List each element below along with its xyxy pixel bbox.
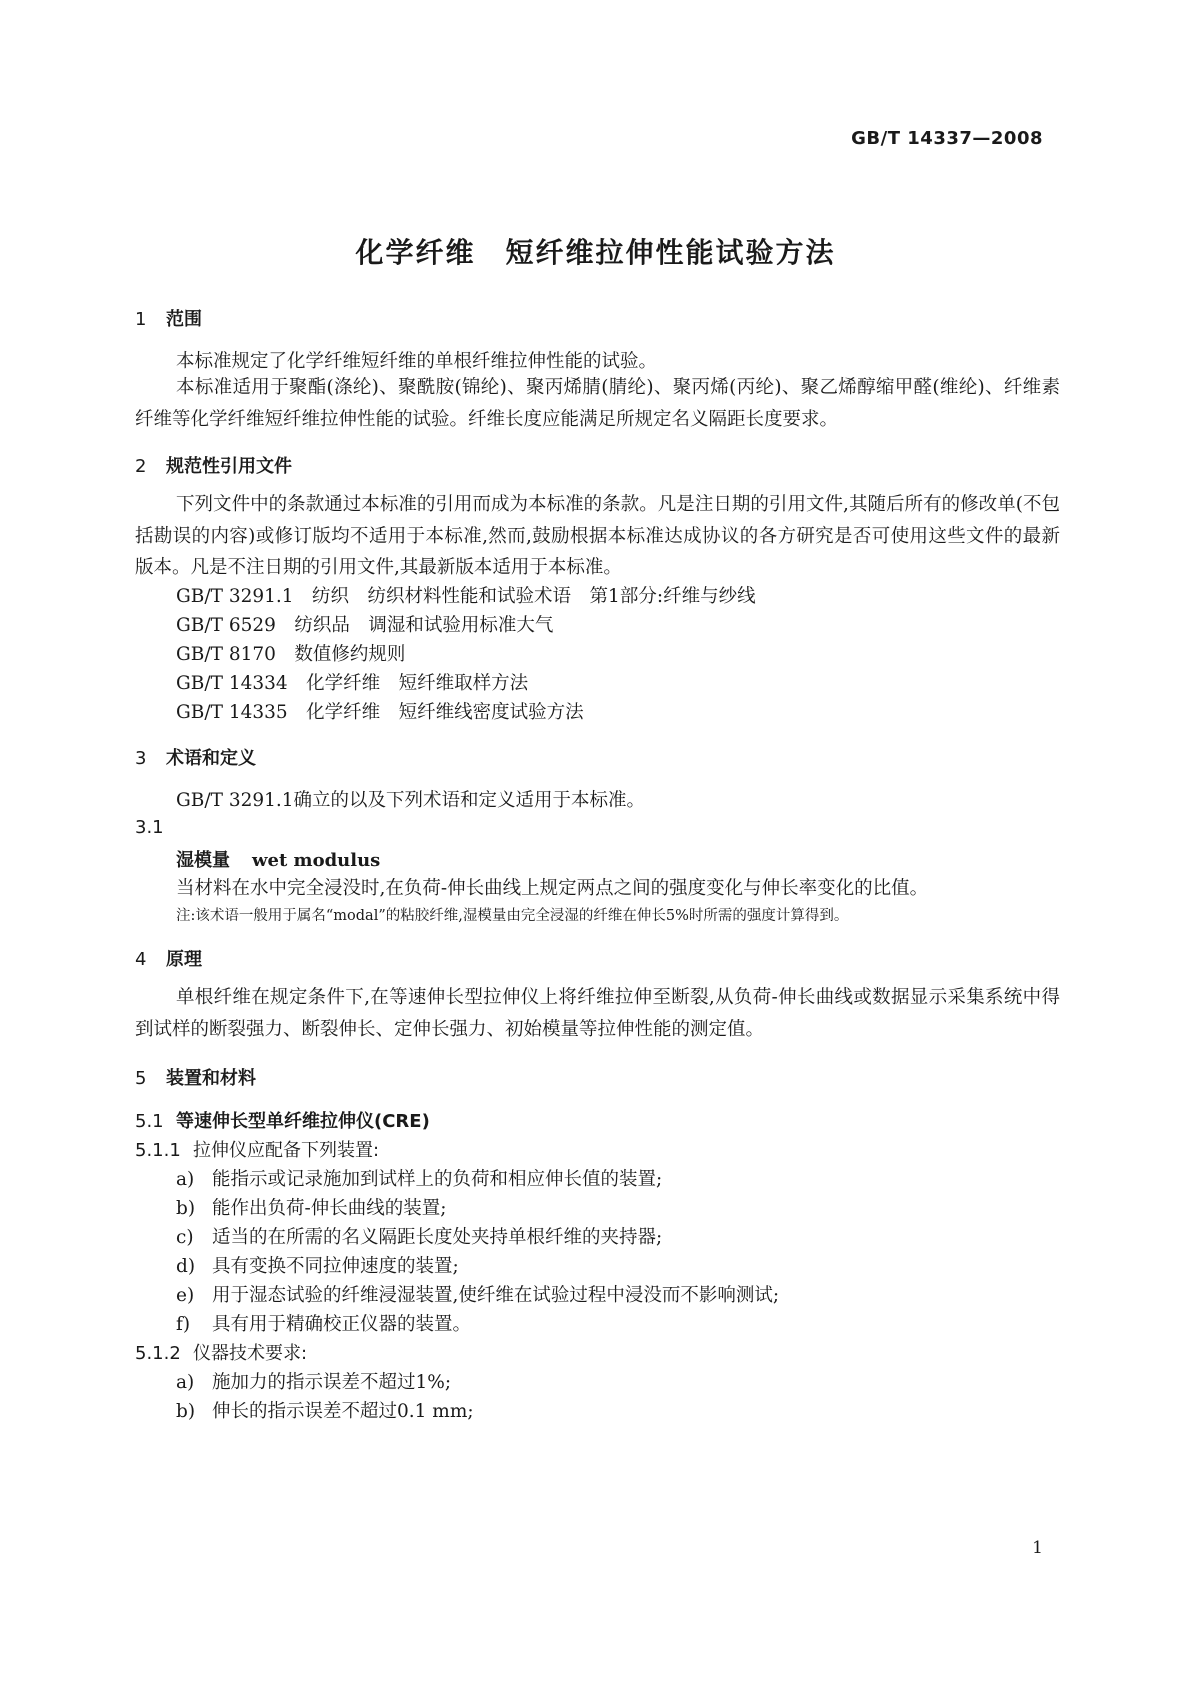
list-item	[176, 1397, 474, 1423]
item-marker: c)	[176, 1227, 194, 1248]
section-3-heading	[135, 744, 256, 770]
list-item	[176, 1165, 662, 1191]
item-marker: b)	[176, 1401, 196, 1422]
item-marker: a)	[176, 1372, 195, 1393]
section-title: 术语和定义	[166, 748, 256, 769]
clause-5-1-2	[135, 1339, 307, 1365]
paragraph: 本标准适用于聚酯(涤纶)、聚酰胺(锦纶)、聚丙烯腈(腈纶)、聚丙烯(丙纶)、聚乙烯醇缩甲醛(维纶)、纤维素纤维等化学纤维短纤维拉伸性能的试验。纤维长度应能满足所规定名义隔距长度要求。	[135, 377, 1060, 430]
section-4-heading	[135, 945, 202, 971]
document-title: 化学纤维 短纤维拉伸性能试验方法	[355, 236, 836, 269]
section-number: 1	[135, 309, 147, 330]
list-item	[176, 1368, 451, 1394]
section-2-heading	[135, 452, 292, 478]
item-text: 能指示或记录施加到试样上的负荷和相应伸长值的装置;	[212, 1169, 663, 1190]
section-title: 规范性引用文件	[166, 456, 292, 477]
item-text: 具有变换不同拉伸速度的装置;	[212, 1256, 459, 1277]
section-title: 原理	[166, 949, 202, 970]
item-marker: e)	[176, 1285, 195, 1306]
item-text: 能作出负荷-伸长曲线的装置;	[212, 1198, 447, 1219]
clause-number: 5.1.2	[135, 1343, 181, 1364]
paragraph: 本标准规定了化学纤维短纤维的单根纤维拉伸性能的试验。	[176, 351, 658, 372]
item-marker: d)	[176, 1256, 196, 1277]
list-item	[176, 1310, 471, 1336]
list-item	[176, 1194, 447, 1220]
section-number: 2	[135, 456, 147, 477]
subsection-number: 3.1	[135, 817, 164, 838]
item-text: 具有用于精确校正仪器的装置。	[212, 1314, 472, 1335]
paragraph: GB/T 3291.1确立的以及下列术语和定义适用于本标准。	[176, 790, 646, 811]
section-number: 5	[135, 1068, 147, 1089]
section-title: 装置和材料	[166, 1068, 256, 1089]
item-marker: f)	[176, 1314, 191, 1335]
section-1-heading	[135, 305, 202, 331]
reference-item: GB/T 3291.1 纺织 纺织材料性能和试验术语 第1部分:纤维与纱线	[176, 586, 756, 607]
section-5-heading	[135, 1064, 256, 1090]
term-english: wet modulus	[252, 850, 381, 871]
term-note: 注:该术语一般用于属名“modal”的粘胶纤维,湿模量由完全浸湿的纤维在伸长5%时所需的强度计算得到。	[176, 908, 849, 924]
item-marker: a)	[176, 1169, 195, 1190]
clause-text: 拉伸仪应配备下列装置:	[193, 1140, 380, 1161]
section-number: 3	[135, 748, 147, 769]
subsection-title: 等速伸长型单纤维拉伸仪(CRE)	[176, 1111, 430, 1132]
standard-code: GB/T 14337—2008	[851, 128, 1043, 149]
term-chinese: 湿模量	[176, 850, 230, 871]
item-text: 施加力的指示误差不超过1%;	[212, 1372, 452, 1393]
item-marker: b)	[176, 1198, 196, 1219]
clause-number: 5.1.1	[135, 1140, 181, 1161]
list-item	[176, 1223, 662, 1249]
reference-item: GB/T 8170 数值修约规则	[176, 644, 406, 665]
list-item	[176, 1252, 459, 1278]
paragraph: 下列文件中的条款通过本标准的引用而成为本标准的条款。凡是注日期的引用文件,其随后所有的修改单(不包括勘误的内容)或修订版均不适用于本标准,然而,鼓励根据本标准达成协议的各方研究是否可使用这些文件的最新版本。凡是不注日期的引用文件,其最新版本适用于本标准。	[135, 494, 1060, 579]
reference-item: GB/T 6529 纺织品 调湿和试验用标准大气	[176, 615, 554, 636]
item-text: 伸长的指示误差不超过0.1 mm;	[212, 1401, 474, 1422]
subsection-number: 5.1	[135, 1111, 164, 1132]
section-number: 4	[135, 949, 147, 970]
section-title: 范围	[166, 309, 202, 330]
item-text: 用于湿态试验的纤维浸湿装置,使纤维在试验过程中浸没而不影响测试;	[212, 1285, 780, 1306]
reference-item: GB/T 14335 化学纤维 短纤维线密度试验方法	[176, 702, 584, 723]
item-text: 适当的在所需的名义隔距长度处夹持单根纤维的夹持器;	[212, 1227, 663, 1248]
clause-5-1-1	[135, 1136, 379, 1162]
paragraph: 单根纤维在规定条件下,在等速伸长型拉伸仪上将纤维拉伸至断裂,从负荷-伸长曲线或数据显示采集系统中得到试样的断裂强力、断裂伸长、定伸长强力、初始模量等拉伸性能的测定值。	[135, 987, 1060, 1040]
clause-text: 仪器技术要求:	[193, 1343, 308, 1364]
list-item	[176, 1281, 779, 1307]
term-definition: 当材料在水中完全浸没时,在负荷-伸长曲线上规定两点之间的强度变化与伸长率变化的比值。	[176, 878, 929, 899]
subsection-5-1-heading	[135, 1107, 430, 1133]
reference-item: GB/T 14334 化学纤维 短纤维取样方法	[176, 673, 529, 694]
page-number: 1	[1032, 1538, 1043, 1558]
term-entry	[176, 846, 380, 872]
